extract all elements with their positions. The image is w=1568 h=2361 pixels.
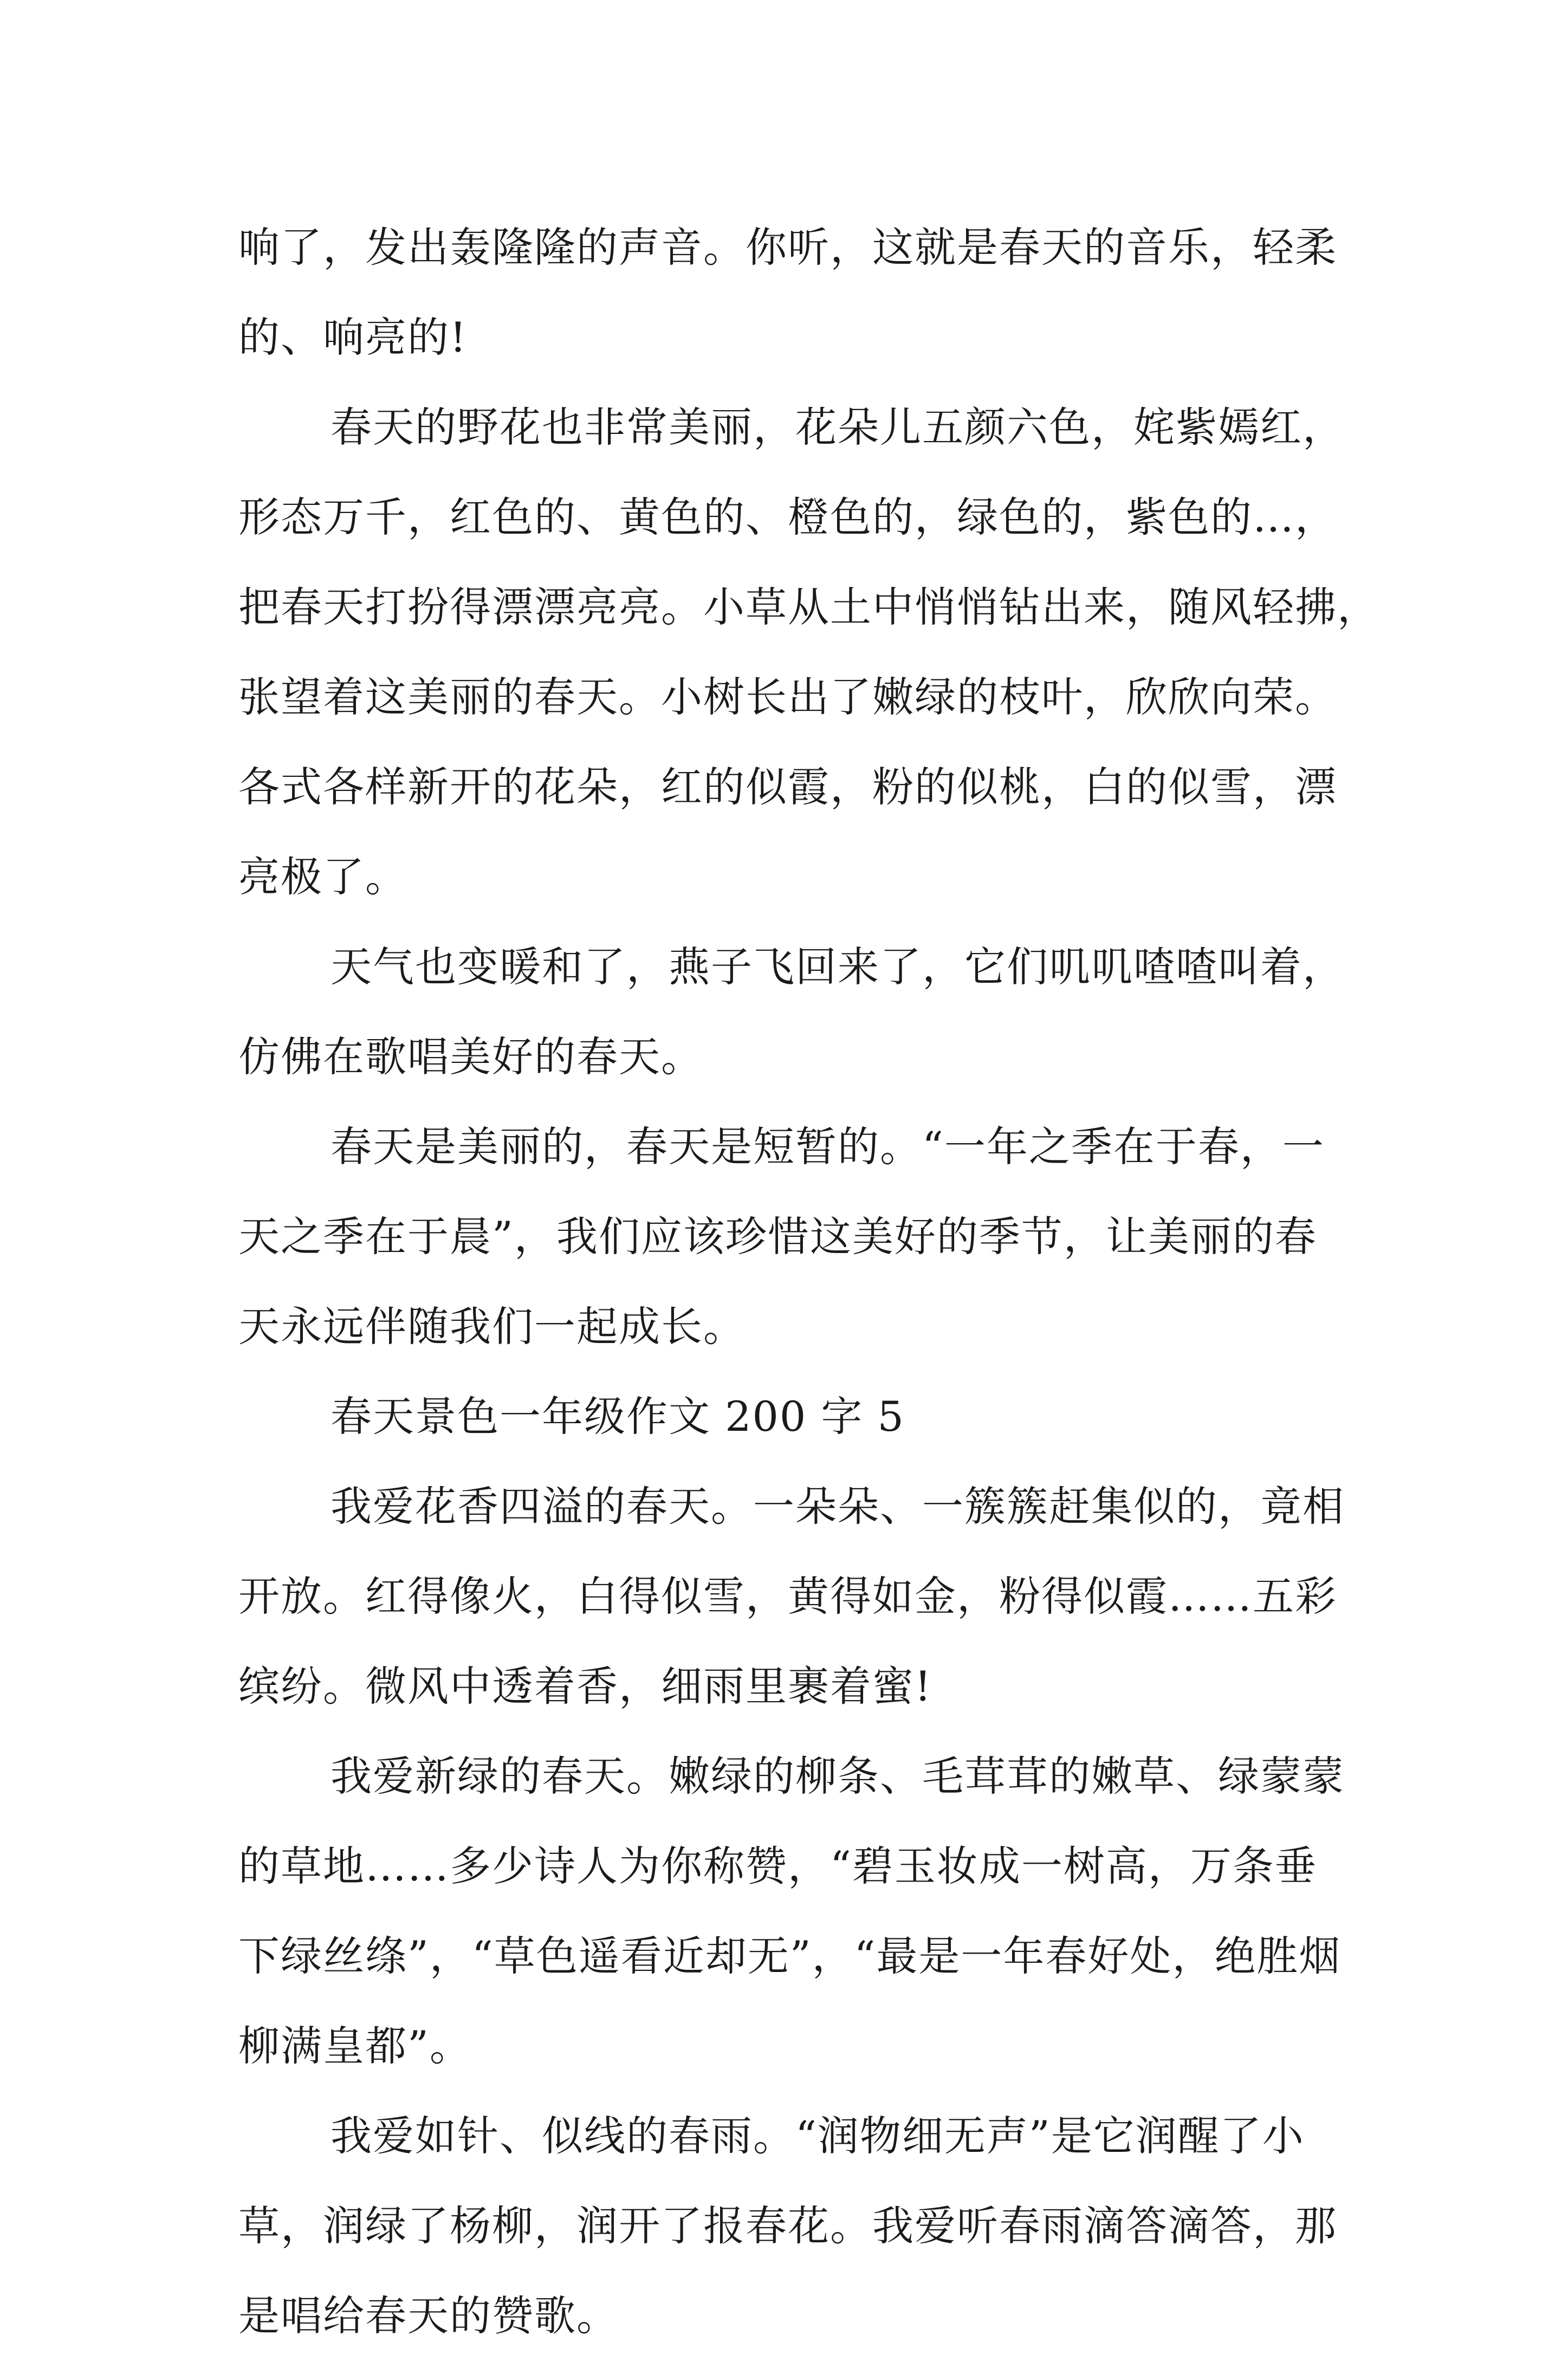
text-line: 的、响亮的! bbox=[238, 313, 468, 361]
paragraph-start-line: 我爱新绿的春天。嫩绿的柳条、毛茸茸的嫩草、绿蒙蒙 bbox=[331, 1752, 1345, 1800]
text-line: 的草地……多少诗人为你称赞，“碧玉妆成一树高，万条垂 bbox=[238, 1842, 1317, 1890]
text-line: 把春天打扮得漂漂亮亮。小草从土中悄悄钻出来，随风轻拂， bbox=[238, 583, 1379, 631]
text-line: 仿佛在歌唱美好的春天。 bbox=[238, 1033, 703, 1081]
text-line: 开放。红得像火，白得似雪，黄得如金，粉得似霞……五彩 bbox=[238, 1572, 1337, 1620]
paragraph-start-line: 天气也变暖和了，燕子飞回来了，它们叽叽喳喳叫着， bbox=[331, 943, 1345, 991]
text-line: 张望着这美丽的春天。小树长出了嫩绿的枝叶，欣欣向荣。 bbox=[238, 673, 1337, 721]
text-line: 各式各样新开的花朵，红的似霞，粉的似桃，白的似雪，漂 bbox=[238, 763, 1337, 811]
text-line: 亮极了。 bbox=[238, 853, 407, 901]
text-line: 天之季在于晨”，我们应该珍惜这美好的季节，让美丽的春 bbox=[238, 1212, 1317, 1261]
text-line: 柳满皇都”。 bbox=[238, 2022, 472, 2070]
text-line: 响了，发出轰隆隆的声音。你听，这就是春天的音乐，轻柔 bbox=[238, 223, 1337, 271]
section-heading: 春天景色一年级作文 200 字 5 bbox=[331, 1392, 905, 1441]
paragraph-start-line: 我爱花香四溢的春天。一朵朵、一簇簇赶集似的，竟相 bbox=[331, 1482, 1345, 1530]
paragraph-start-line: 春天是美丽的，春天是短暂的。“一年之季在于春，一 bbox=[331, 1123, 1325, 1171]
paragraph-start-line: 春天的野花也非常美丽，花朵儿五颜六色，姹紫嫣红， bbox=[331, 403, 1345, 451]
essay-body bbox=[238, 203, 1379, 2361]
text-line: 缤纷。微风中透着香，细雨里裹着蜜! bbox=[238, 1662, 932, 1710]
text-line: 是唱给春天的赞歌。 bbox=[238, 2292, 619, 2340]
text-line: 天永远伴随我们一起成长。 bbox=[238, 1302, 746, 1351]
text-line: 草，润绿了杨柳，润开了报春花。我爱听春雨滴答滴答，那 bbox=[238, 2202, 1337, 2250]
paragraph-start-line: 我爱如针、似线的春雨。“润物细无声”是它润醒了小 bbox=[331, 2112, 1305, 2160]
text-line: 下绿丝绦”，“草色遥看近却无”，“最是一年春好处，绝胜烟 bbox=[238, 1932, 1342, 1980]
text-line: 形态万千，红色的、黄色的、橙色的，绿色的，紫色的…， bbox=[238, 493, 1337, 541]
